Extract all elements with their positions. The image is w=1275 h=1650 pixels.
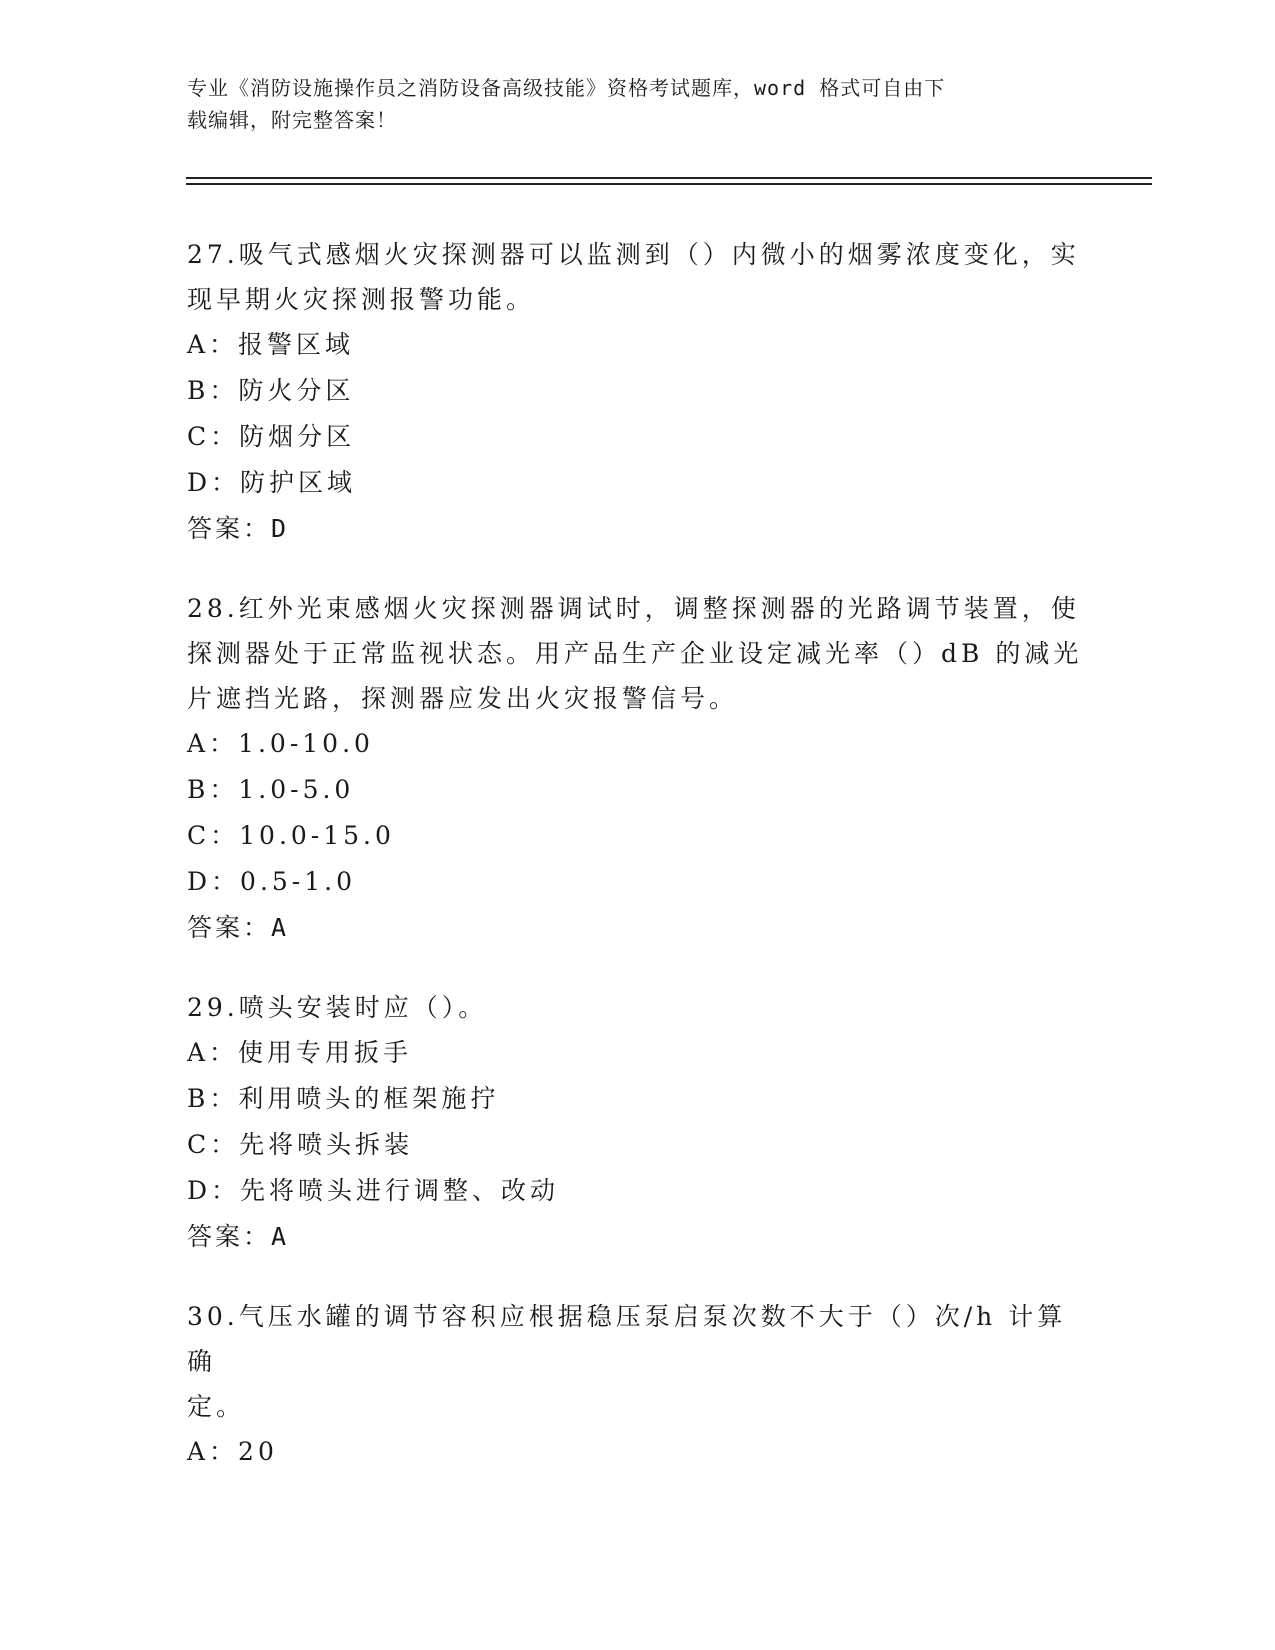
question-text: 28.红外光束感烟火灾探测器调试时，调整探测器的光路调节装置，使 xyxy=(187,594,1080,623)
option-d: D：0.5-1.0 xyxy=(187,867,357,896)
question-text: 27.吸气式感烟火灾探测器可以监测到（）内微小的烟雾浓度变化，实 xyxy=(187,240,1080,269)
question-text: 29.喷头安装时应（）。 xyxy=(187,993,488,1022)
question-29 xyxy=(187,985,1087,1260)
answer: 答案：A xyxy=(187,913,290,942)
header-line-1: 专业《消防设施操作员之消防设备高级技能》资格考试题库，word 格式可自由下 xyxy=(187,76,946,100)
option-d: D：先将喷头进行调整、改动 xyxy=(187,1176,560,1205)
option-a: A：报警区域 xyxy=(187,330,355,359)
option-c: C：先将喷头拆装 xyxy=(187,1130,414,1159)
question-text: 片遮挡光路，探测器应发出火灾报警信号。 xyxy=(187,684,739,713)
answer: 答案：A xyxy=(187,1222,290,1251)
option-a: A：20 xyxy=(187,1437,278,1466)
answer: 答案：D xyxy=(187,514,290,543)
option-c: C：10.0-15.0 xyxy=(187,821,395,850)
option-c: C：防烟分区 xyxy=(187,422,356,451)
question-text: 现早期火灾探测报警功能。 xyxy=(187,285,536,314)
option-a: A：使用专用扳手 xyxy=(187,1038,413,1067)
option-b: B：利用喷头的框架施拧 xyxy=(187,1084,500,1113)
question-list xyxy=(187,232,1087,1509)
question-text: 定。 xyxy=(187,1392,246,1421)
option-b: B：1.0-5.0 xyxy=(187,775,355,804)
header-divider-top xyxy=(186,177,1152,179)
option-d: D：防护区域 xyxy=(187,468,357,497)
question-28 xyxy=(187,586,1087,951)
question-27 xyxy=(187,232,1087,552)
question-text: 探测器处于正常监视状态。用产品生产企业设定减光率（）dB 的减光 xyxy=(187,639,1083,668)
header-divider-bottom xyxy=(186,183,1152,185)
option-b: B：防火分区 xyxy=(187,376,355,405)
option-a: A：1.0-10.0 xyxy=(187,729,374,758)
header-line-2: 载编辑，附完整答案！ xyxy=(187,108,397,132)
question-text: 30.气压水罐的调节容积应根据稳压泵启泵次数不大于（）次/h 计算确 xyxy=(187,1302,1067,1376)
document-header xyxy=(187,72,1067,136)
question-30 xyxy=(187,1294,1087,1475)
